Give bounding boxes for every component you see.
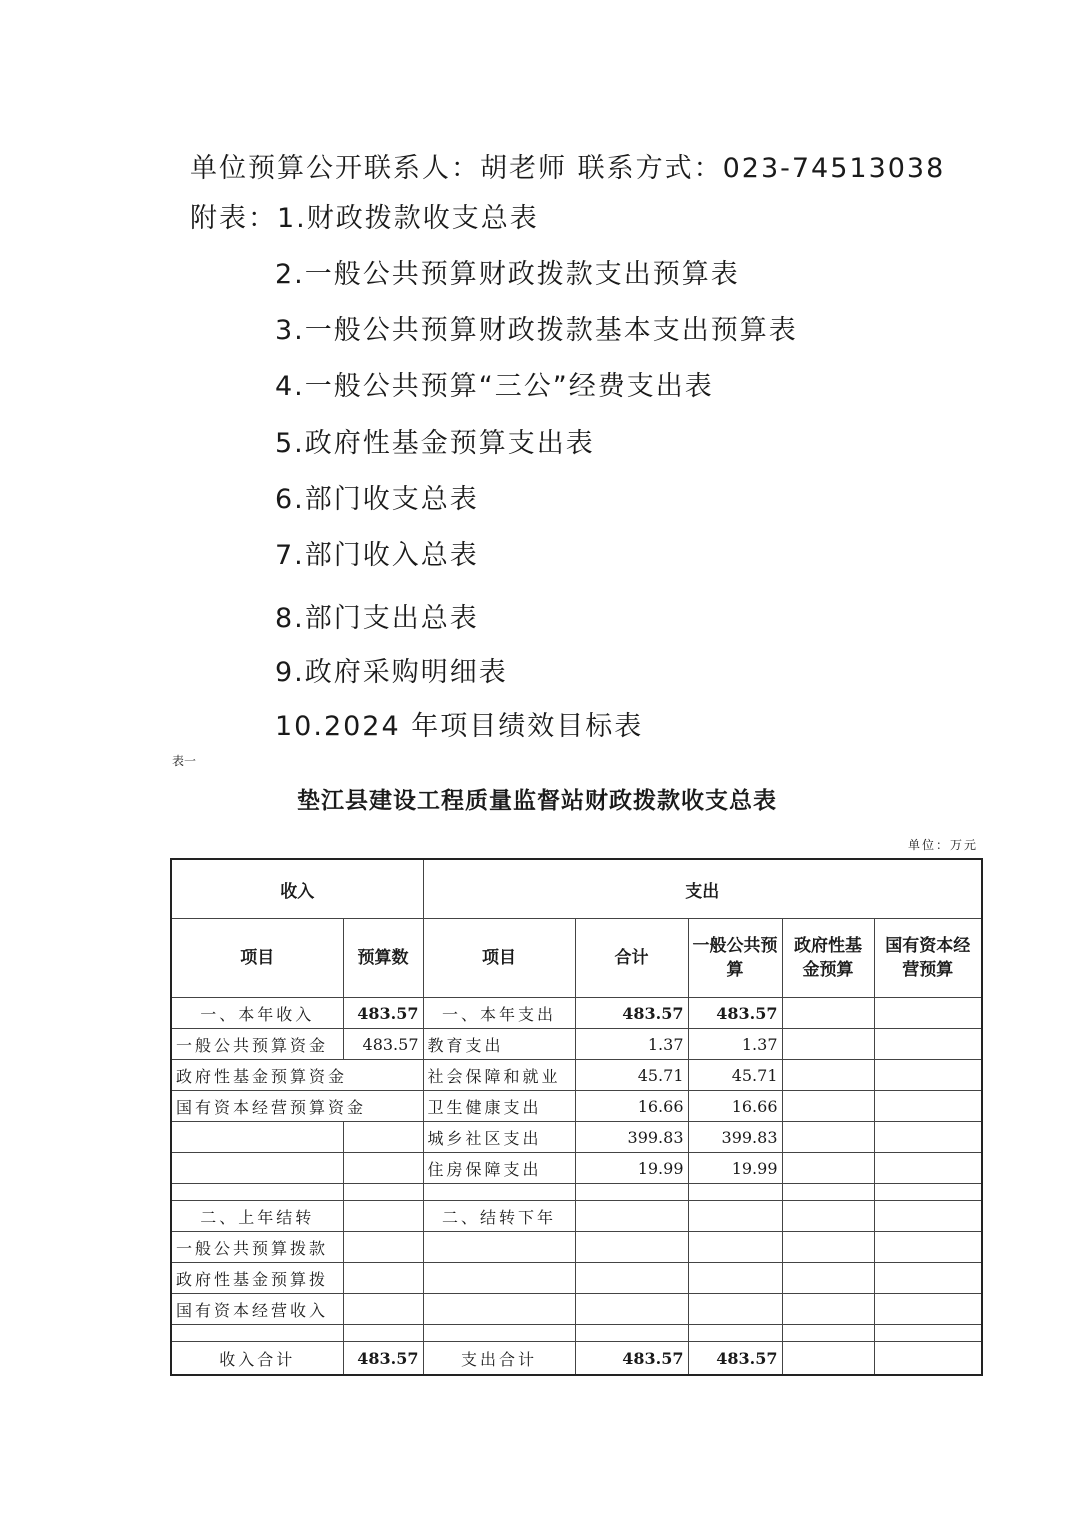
expense-fund [782,1325,874,1342]
expense-total: 45.71 [575,1060,688,1091]
expense-fund [782,1184,874,1201]
attachment-item: 6.部门收支总表 [275,484,479,515]
expense-total-label: 支出合计 [423,1342,575,1376]
attachment-item: 9.政府采购明细表 [275,657,508,688]
expense-state-capital [874,1091,982,1122]
expense-group-header: 支出 [423,859,982,919]
expense-item [423,1263,575,1294]
income-amount [343,1122,423,1153]
attachment-item: 5.政府性基金预算支出表 [275,428,595,459]
expense-item [423,1294,575,1325]
expense-total [575,1184,688,1201]
expense-item [423,1232,575,1263]
income-item [171,1153,343,1184]
expense-state-capital [874,998,982,1029]
expense-total: 483.57 [575,998,688,1029]
expense-total [575,1263,688,1294]
expense-general: 45.71 [688,1060,782,1091]
expense-state-capital [874,1153,982,1184]
expense-fund [782,1294,874,1325]
expense-general: 483.57 [688,1342,782,1376]
table-row [171,1184,982,1201]
table-title: 垫江县建设工程质量监督站财政拨款收支总表 [297,787,777,814]
unit-label: 单位：万元 [907,838,978,852]
income-amount [343,1325,423,1342]
attachment-item: 4.一般公共预算“三公”经费支出表 [275,371,714,402]
expense-total: 483.57 [575,1342,688,1376]
expense-fund [782,1153,874,1184]
expense-total [575,1325,688,1342]
income-item: 政府性基金预算拨 [171,1263,343,1294]
expense-fund [782,1091,874,1122]
income-item: 政府性基金预算资金 [171,1060,423,1091]
income-amount [343,1184,423,1201]
income-item: 一、本年收入 [171,998,343,1029]
expense-total: 19.99 [575,1153,688,1184]
attachment-item: 1.财政拨款收支总表 [277,203,539,234]
expense-general [688,1294,782,1325]
expense-state-capital [874,1122,982,1153]
attachment-item: 7.部门收入总表 [275,540,479,571]
table-row [171,1263,982,1294]
income-item: 一般公共预算资金 [171,1029,343,1060]
expense-fund [782,1232,874,1263]
expense-general: 483.57 [688,998,782,1029]
income-item: 国有资本经营预算资金 [171,1091,423,1122]
attachment-item: 2.一般公共预算财政拨款支出预算表 [275,259,740,290]
income-amount: 483.57 [343,1029,423,1060]
expense-general [688,1184,782,1201]
expense-item: 城乡社区支出 [423,1122,575,1153]
expense-fund [782,1263,874,1294]
expense-state-capital [874,1342,982,1376]
income-amount [343,1294,423,1325]
expense-total: 399.83 [575,1122,688,1153]
expense-fund [782,1201,874,1232]
table-row [171,1153,982,1184]
expense-item [423,1325,575,1342]
table-row [171,1232,982,1263]
column-header: 项目 [171,919,343,998]
income-item [171,1184,343,1201]
expense-general: 399.83 [688,1122,782,1153]
attachments-line [190,196,539,235]
expense-state-capital [874,1201,982,1232]
expense-general [688,1201,782,1232]
column-header: 预算数 [343,919,423,998]
income-item: 一般公共预算拨款 [171,1232,343,1263]
attachment-item: 8.部门支出总表 [275,603,479,634]
table-row [171,1201,982,1232]
expense-fund [782,1342,874,1376]
table-row [171,998,982,1029]
expense-state-capital [874,1184,982,1201]
expense-fund [782,1060,874,1091]
table-row [171,1060,982,1091]
expense-state-capital [874,1325,982,1342]
expense-total: 1.37 [575,1029,688,1060]
expense-total [575,1201,688,1232]
expense-total [575,1232,688,1263]
expense-general: 16.66 [688,1091,782,1122]
expense-total: 16.66 [575,1091,688,1122]
column-header: 项目 [423,919,575,998]
expense-item: 教育支出 [423,1029,575,1060]
expense-state-capital [874,1232,982,1263]
income-amount [343,1263,423,1294]
expense-general [688,1232,782,1263]
table-tag: 表一 [172,754,197,768]
expense-general: 1.37 [688,1029,782,1060]
table-row [171,1294,982,1325]
expense-general: 19.99 [688,1153,782,1184]
budget-table [170,858,983,1376]
column-header: 政府性基金预算 [782,919,874,998]
expense-item: 一、本年支出 [423,998,575,1029]
income-amount: 483.57 [343,998,423,1029]
attachment-item: 10.2024 年项目绩效目标表 [275,711,644,742]
expense-fund [782,998,874,1029]
expense-general [688,1263,782,1294]
expense-item: 社会保障和就业 [423,1060,575,1091]
expense-item [423,1184,575,1201]
table-row [171,1091,982,1122]
income-amount [343,1232,423,1263]
expense-state-capital [874,1060,982,1091]
income-total-amount: 483.57 [343,1342,423,1376]
table-row [171,1325,982,1342]
column-header: 一般公共预算 [688,919,782,998]
income-amount [343,1153,423,1184]
expense-state-capital [874,1263,982,1294]
expense-fund [782,1122,874,1153]
attachments-label: 附表： [190,203,277,234]
expense-total [575,1294,688,1325]
table-row [171,1029,982,1060]
expense-state-capital [874,1294,982,1325]
table-row-total [171,1342,982,1376]
income-group-header: 收入 [171,859,423,919]
expense-fund [782,1029,874,1060]
income-item: 国有资本经营收入 [171,1294,343,1325]
income-item [171,1325,343,1342]
income-item: 二、上年结转 [171,1201,343,1232]
table-row [171,1122,982,1153]
expense-state-capital [874,1029,982,1060]
income-item [171,1122,343,1153]
expense-general [688,1325,782,1342]
income-amount [343,1201,423,1232]
attachment-item: 3.一般公共预算财政拨款基本支出预算表 [275,315,798,346]
expense-item: 二、结转下年 [423,1201,575,1232]
column-header: 合计 [575,919,688,998]
column-header: 国有资本经营预算 [874,919,982,998]
income-total-label: 收入合计 [171,1342,343,1376]
expense-item: 住房保障支出 [423,1153,575,1184]
contact-line: 单位预算公开联系人：胡老师 联系方式：023-74513038 [190,153,946,184]
expense-item: 卫生健康支出 [423,1091,575,1122]
